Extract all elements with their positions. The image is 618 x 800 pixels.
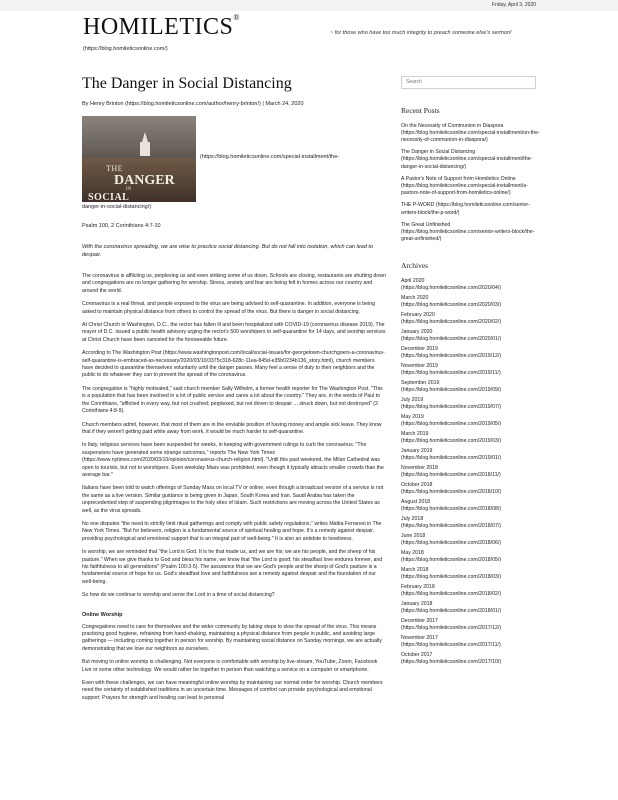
archive-month[interactable]: December 2019 (401, 346, 438, 353)
featured-image[interactable] (82, 116, 196, 202)
archive-month[interactable]: February 2018 (401, 584, 435, 591)
image-caption-in: IN (126, 187, 132, 192)
archive-item[interactable] (401, 652, 541, 666)
image-link[interactable]: (https://blog.homileticsonline.com/special-installment/the- (200, 154, 340, 160)
archive-url[interactable]: (https://blog.homileticsonline.com/2018/07/) (401, 523, 502, 530)
archive-item[interactable] (401, 448, 541, 462)
paragraph: Coronavirus is a real threat, and people exposed to the virus are being advised to self-quarantine. In addition, everyone is being asked to maintain physical distance from others to control the spread of the virus. But there is danger in social distancing. (82, 301, 375, 315)
archive-url[interactable]: (https://blog.homileticsonline.com/2018/01/) (401, 608, 502, 615)
archive-month[interactable]: November 2018 (401, 465, 438, 472)
archive-url[interactable]: (https://blog.homileticsonline.com/2019/07/) (401, 404, 502, 411)
site-logo[interactable] (83, 13, 240, 41)
archive-item[interactable] (401, 397, 541, 411)
archive-url[interactable]: (https://blog.homileticsonline.com/2017/10/) (401, 659, 502, 666)
church-steeple (142, 132, 148, 142)
archive-item[interactable] (401, 482, 541, 496)
archive-url[interactable]: (https://blog.homileticsonline.com/2019/01/) (401, 455, 502, 462)
archive-url[interactable]: (https://blog.homileticsonline.com/2019/09/) (401, 387, 502, 394)
archive-item[interactable] (401, 363, 541, 377)
post-body (82, 273, 387, 702)
paragraph: The coronavirus is afflicting us, perplexing us and even striking some of us down. Schools are closing, restaurants are shutting down and congregations are no longer gathering for worship. Stress, anxiety and fear are being felt in homes across our country and around the world. (82, 273, 386, 294)
archive-month[interactable]: February 2020 (401, 312, 435, 319)
date-label: Friday, April 3, 2020 (491, 2, 536, 8)
archive-item[interactable] (401, 346, 541, 360)
archive-item[interactable] (401, 516, 541, 530)
recent-post-link[interactable]: The Great Unfinished (https://blog.homileticsonline.com/senior-writers-block/the-great-unfinished/) (401, 221, 535, 243)
archive-url[interactable]: (https://blog.homileticsonline.com/2017/12/) (401, 625, 502, 632)
archive-month[interactable]: January 2019 (401, 448, 433, 455)
paragraph: At Christ Church in Washington, D.C., the rector has fallen ill and been hospitalized with COVID-19 (coronavirus disease 2019). The mayor of D.C. issued a public health advisory urging the rector's 500 worshipers to self-quarantine for 14 days, and worship services at Christ Church have been canceled for the foreseeable future. (82, 322, 386, 343)
archive-item[interactable] (401, 584, 541, 598)
paragraph: So how do we continue to worship and serve the Lord in a time of social distancing? (82, 592, 275, 599)
paragraph: In Italy, religious services have been suspended for weeks, in keeping with government rulings to curb the coronavirus. "The suspensions have generated some strange outcomes," reports The New York Times (https://www.nytimes.com/2020/03/10/opinion/coronavirus-church-religion.html). "Until this past weekend, the Milan Cathedral was open to tourists, but not to worshipers. Even weekday Mass was prohibited, even though it typically attracts smaller crowds than the average bar." (82, 442, 384, 478)
post-lead: With the coronavirus spreading, we are wise to practice social distancing. But do not fall into isolation, which can lead to despair. (82, 244, 373, 258)
archive-url[interactable]: (https://blog.homileticsonline.com/2019/05/) (401, 421, 502, 428)
recent-post-link[interactable]: On the Necessity of Communion in Diaspora (https://blog.homileticsonline.com/special-installment/on-the-necessity-of-communion-in-diaspora/) (401, 122, 540, 143)
registered-mark: ® (233, 13, 240, 22)
archive-item[interactable] (401, 550, 541, 564)
archive-url[interactable]: (https://blog.homileticsonline.com/2018/08/) (401, 506, 502, 513)
archive-url[interactable]: (https://blog.homileticsonline.com/2020/03/) (401, 302, 502, 309)
recent-post-link[interactable]: The Danger in Social Distancing (https://blog.homileticsonline.com/special-installment/the-danger-in-social-distancing/) (401, 149, 533, 170)
archive-month[interactable]: June 2018 (401, 533, 426, 540)
archive-month[interactable]: November 2017 (401, 635, 438, 642)
archive-url[interactable]: (https://blog.homileticsonline.com/2020/04/) (401, 285, 502, 292)
paragraph: But moving to online worship is challenging. Not everyone is comfortable with worship by live-stream, YouTube, Zoom, Facebook Live or some other technology. We would rather be together in person than watching a service on a computer or smartphone. (82, 659, 378, 673)
archive-item[interactable] (401, 414, 541, 428)
featured-image-row (82, 116, 387, 211)
archive-item[interactable] (401, 431, 541, 445)
archive-url[interactable]: (https://blog.homileticsonline.com/2018/06/) (401, 540, 502, 547)
archive-month[interactable]: July 2019 (401, 397, 424, 404)
paragraph: Church members admit, however, that most of them are in the enviable position of having money and ample sick leave. They know that if they weren't getting paid while away from work, it would be much harder to self-quarantine. (82, 421, 382, 435)
top-bar (0, 0, 618, 11)
archive-item[interactable] (401, 465, 541, 479)
post-byline[interactable]: By Henry Brinton (https://blog.homileticsonline.com/author/henry-brinton/) | March 24, 2020 (82, 101, 304, 107)
archive-list (401, 278, 541, 666)
archive-url[interactable]: (https://blog.homileticsonline.com/2020/01/) (401, 336, 502, 343)
paragraph: Even with these challenges, we can have meaningful online worship by maintaining our normal order for worship. Church members need the certainty of established traditions in an uncertain time. Messages of comfort can provide psychological and emotional support. Prayers for strength and healing can lead to personal (82, 680, 383, 701)
archive-month[interactable]: August 2018 (401, 499, 431, 506)
paragraph: No one disputes "the need to strictly limit ritual gatherings and comply with public safety regulations," writes Mattia Ferraresi in The New York Times. "But for believers, religion is a fundamental source of spiritual healing and hope. It's a remedy against despair, providing psychological and emotional support that is an integral part of well-being." It is also an antidote to loneliness. (82, 520, 382, 542)
archive-month[interactable]: March 2018 (401, 567, 429, 574)
archive-url[interactable]: (https://blog.homileticsonline.com/2019/11/) (401, 370, 501, 377)
logo-text: HOMILETICS (83, 14, 234, 40)
archive-month[interactable]: October 2017 (401, 652, 433, 659)
archive-url[interactable]: (https://blog.homileticsonline.com/2020/02/) (401, 319, 502, 326)
archive-item[interactable] (401, 329, 541, 343)
archive-url[interactable]: (https://blog.homileticsonline.com/2018/11/) (401, 472, 501, 479)
archive-month[interactable]: January 2018 (401, 601, 433, 608)
archive-month[interactable]: March 2020 (401, 295, 429, 302)
archive-url[interactable]: (https://blog.homileticsonline.com/2018/10/) (401, 489, 502, 496)
archive-month[interactable]: July 2018 (401, 516, 424, 523)
archive-month[interactable]: April 2020 (401, 278, 425, 285)
site-tagline: ~ for those who have too much integrity to preach someone else's sermon! (330, 30, 512, 36)
archive-url[interactable]: (https://blog.homileticsonline.com/2017/11/) (401, 642, 501, 649)
archive-item[interactable] (401, 533, 541, 547)
search-input[interactable] (401, 76, 536, 89)
image-link-continued[interactable]: danger-in-social-distancing/) (82, 204, 152, 210)
recent-post-link[interactable]: A Pastor's Note of Support from Homiletics Online (https://blog.homileticsonline.com/special-installment/a-pastors-note-of-support-from-homiletics-online/) (401, 175, 528, 197)
archive-month[interactable]: December 2017 (401, 618, 438, 625)
archive-month[interactable]: May 2018 (401, 550, 424, 557)
archive-url[interactable]: (https://blog.homileticsonline.com/2018/05/) (401, 557, 502, 564)
archive-item[interactable] (401, 278, 541, 292)
archive-item[interactable] (401, 601, 541, 615)
archive-url[interactable]: (https://blog.homileticsonline.com/2018/03/) (401, 574, 502, 581)
section-heading: Online Worship (82, 611, 123, 618)
post-title: The Danger in Social Distancing (82, 75, 292, 92)
archives-heading: Archives (401, 261, 429, 271)
archive-url[interactable]: (https://blog.homileticsonline.com/2018/02/) (401, 591, 502, 598)
archive-month[interactable]: November 2019 (401, 363, 438, 370)
image-caption-social: SOCIAL (88, 192, 129, 202)
archive-item[interactable] (401, 312, 541, 326)
paragraph: In worship, we are reminded that "the Lord is God. It is he that made us, and we are his; we are his people, and the sheep of his pasture." When we give thanks to God and bless his name, we know that "the Lord is good; his steadfast love endures forever, and his faithfulness to all generations" (Psalm 100:3-5). The assurance that we are God's people and the sheep of God's pasture is a fundamental source of hope for us. God's steadfast love and faithfulness are a remedy against despair and the foundation of our well-being. (82, 549, 383, 585)
archive-month[interactable]: September 2019 (401, 380, 440, 387)
archive-item[interactable] (401, 380, 541, 394)
paragraph: According to The Washington Post (https://www.washingtonpost.com/local/social-issues/for-georgetown-churchgoers-a-coronavirus-self-quarantine-is-embraced-as-necessary/2020/03/10/3375c318-628c-11ea-845d-e35b0234b136_story.html), church members have decided to quarantine themselves voluntarily until the danger passes. Many feel a sense of duty to their neighbors and the public to do whatever they can to prevent the spread of the coronavirus. (82, 350, 385, 379)
image-caption-danger: DANGER (114, 173, 175, 188)
sidebar (401, 70, 541, 669)
archive-item[interactable] (401, 635, 541, 649)
paragraph: Congregations need to care for themselves and the wider community by taking steps to slow the spread of the virus. This means practicing good hygiene, refraining from hand-shaking, maintaining a physical distance from people in public, and avoiding large gatherings — including coming together in person for worship. By maintaining social distance on Sunday mornings, we are actually demonstrating that we love our neighbors as ourselves. (82, 623, 382, 652)
archive-item[interactable] (401, 618, 541, 632)
paragraph: Italians have been told to watch offerings of Sunday Mass on local TV or online, even though a broadcast version of a service is not the same as a live version. Similar guidance is being given in Japan, South Korea and Iran. Saudi Arabia has taken the unprecedented step of suspending pilgrimages to the holy sites of Islam. Such restrictions are moving across the United States as well, as the virus spreads. (82, 485, 384, 514)
scripture-reference: Psalm 100, 2 Corinthians 4:7-10 (82, 223, 161, 229)
home-link[interactable]: (https://blog.homileticsonline.com/) (83, 46, 168, 52)
church-building (140, 142, 150, 156)
recent-post-link[interactable]: THE P-WORD (https://blog.homileticsonline.com/senior-writers-block/the-p-word/) (401, 202, 530, 216)
recent-posts-heading: Recent Posts (401, 105, 440, 115)
post-content (82, 70, 387, 708)
archive-month[interactable]: March 2019 (401, 431, 429, 438)
archive-item[interactable] (401, 567, 541, 581)
image-sky (82, 116, 196, 158)
image-caption-the: THE (106, 164, 124, 173)
archive-month[interactable]: January 2020 (401, 329, 433, 336)
archive-month[interactable]: May 2019 (401, 414, 424, 421)
archive-month[interactable]: October 2018 (401, 482, 433, 489)
paragraph: The congregation is "highly motivated," said church member Sally Wilhelm, a former health reporter for The Washington Post. "This is a population that has been involved in a lot of public service and cares a lot about the country." They are, in the words of Paul to the Corinthians, "afflicted in every way, but not crushed; perplexed, but not driven to despair ... struck down, but not destroyed" (2 Corinthians 4:8-9). (82, 385, 383, 415)
archive-item[interactable] (401, 295, 541, 309)
archive-url[interactable]: (https://blog.homileticsonline.com/2019/03/) (401, 438, 502, 445)
archive-item[interactable] (401, 499, 541, 513)
archive-url[interactable]: (https://blog.homileticsonline.com/2019/12/) (401, 353, 502, 360)
